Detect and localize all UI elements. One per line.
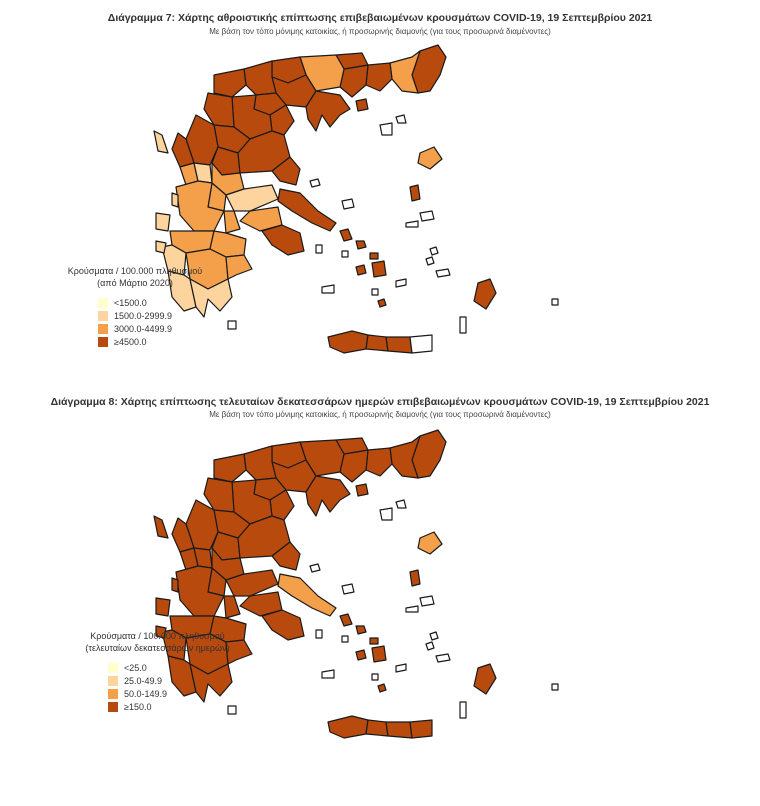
region-kerkyra — [154, 131, 168, 153]
region-lefkada — [172, 578, 178, 592]
map-legend — [70, 630, 245, 714]
legend-title-line2: (από Μάρτιο 2020) — [97, 278, 173, 288]
region-skopelos — [310, 179, 320, 187]
region-lefkada — [172, 193, 178, 207]
region-rodos — [474, 664, 496, 694]
region-leros — [430, 632, 438, 640]
legend-item — [98, 336, 210, 348]
region-amorgos — [396, 664, 406, 672]
greece-choropleth-map — [0, 410, 760, 770]
region-attica — [262, 225, 304, 255]
legend-title-line1: Κρούσματα / 100.000 πληθυσμού — [90, 631, 225, 641]
region-milos — [322, 670, 334, 678]
region-fokida — [224, 596, 240, 618]
legend-label: ≥150.0 — [124, 702, 152, 712]
region-chania — [328, 331, 368, 353]
region-evia — [278, 189, 336, 231]
legend-swatch — [98, 311, 108, 321]
region-lesvos — [418, 532, 442, 554]
map-panel-14-days — [0, 390, 760, 790]
region-thasos — [356, 484, 368, 496]
legend-swatch — [98, 324, 108, 334]
legend-swatch — [98, 298, 108, 308]
legend-title-line1: Κρούσματα / 100.000 πληθυσμού — [67, 266, 203, 276]
region-naxos — [372, 646, 386, 662]
legend-label: <25.0 — [124, 663, 147, 673]
region-santorini — [378, 299, 386, 307]
legend-label: 1500.0-2999.9 — [114, 311, 173, 321]
region-thasos — [356, 99, 368, 111]
region-syros — [342, 636, 348, 642]
legend-item — [108, 662, 245, 674]
region-skyros — [342, 199, 354, 209]
region-florina — [214, 69, 246, 97]
region-kefalonia — [156, 213, 170, 231]
region-kalymnos — [426, 642, 434, 650]
region-xanthi — [366, 448, 392, 476]
region-tinos — [356, 241, 366, 249]
region-attica — [262, 610, 304, 640]
region-ikaria — [406, 221, 418, 227]
region-irakleio — [386, 337, 412, 353]
region-kastellorizo — [552, 299, 558, 305]
legend-title-line2: (τελευταίων δεκατεσσάρων ημερών) — [85, 643, 230, 653]
region-rethymno — [366, 720, 388, 736]
region-mykonos — [370, 253, 378, 259]
region-evros — [412, 45, 446, 93]
region-chalkidiki — [306, 476, 350, 516]
region-paros — [356, 265, 366, 275]
region-lesvos — [418, 147, 442, 169]
region-limnos — [380, 123, 392, 135]
legend-item — [98, 310, 210, 322]
legend-item — [98, 323, 210, 335]
region-argolida — [226, 255, 252, 279]
region-kea — [316, 630, 322, 638]
legend-label: 25.0-49.9 — [124, 676, 163, 686]
region-chios — [410, 185, 420, 201]
region-chalkidiki — [306, 91, 350, 131]
region-amorgos — [396, 279, 406, 287]
region-xanthi — [366, 63, 392, 91]
legend-swatch — [108, 663, 118, 673]
region-naxos — [372, 261, 386, 277]
region-andros — [340, 614, 352, 626]
map-legend — [60, 265, 210, 349]
region-fokida — [224, 211, 240, 233]
region-kefalonia — [156, 598, 170, 616]
legend-label: <1500.0 — [114, 298, 147, 308]
region-santorini — [378, 684, 386, 692]
legend-item — [108, 701, 245, 713]
legend-items — [108, 662, 245, 713]
map-subtitle: Με βάση τον τόπο μόνιμης κατοικίας, ή προσωρινής διαμονής (για τους προσωρινά διαμένοντες) — [209, 410, 551, 419]
legend-swatch — [108, 676, 118, 686]
region-samos — [420, 596, 434, 606]
region-limnos — [380, 508, 392, 520]
region-karpathos — [460, 317, 466, 333]
region-kastellorizo — [552, 684, 558, 690]
region-syros — [342, 251, 348, 257]
region-evros — [412, 430, 446, 478]
region-rethymno — [366, 335, 388, 351]
region-skopelos — [310, 564, 320, 572]
legend-items — [98, 297, 210, 348]
region-paros — [356, 650, 366, 660]
region-rodos — [474, 279, 496, 309]
legend-swatch — [98, 337, 108, 347]
legend-item — [98, 297, 210, 309]
region-tinos — [356, 626, 366, 634]
region-evia — [278, 574, 336, 616]
region-kea — [316, 245, 322, 253]
region-kerkyra — [154, 516, 168, 538]
region-samothraki — [396, 500, 406, 508]
region-leros — [430, 247, 438, 255]
region-kythira — [228, 321, 236, 329]
legend-label: 3000.0-4499.9 — [114, 324, 173, 334]
region-andros — [340, 229, 352, 241]
region-chania — [328, 716, 368, 738]
legend-swatch — [108, 702, 118, 712]
map-subtitle: Με βάση τον τόπο μόνιμης κατοικίας, ή προσωρινής διαμονής (για τους προσωρινά διαμένοντες) — [209, 27, 551, 36]
region-pella — [244, 446, 276, 480]
legend-item — [108, 688, 245, 700]
map-panel-cumulative — [0, 0, 760, 380]
region-ikaria — [406, 606, 418, 612]
region-samos — [420, 211, 434, 221]
region-samothraki — [396, 115, 406, 123]
region-zakynthos — [156, 241, 166, 253]
map-title: Διάγραμμα 8: Χάρτης επίπτωσης τελευταίων δεκατεσσάρων ημερών επιβεβαιωμένων κρουσμάτων COVID-19, 19 Σεπτεμβρίου 2021 — [50, 396, 710, 408]
region-pella — [244, 61, 276, 95]
region-ios — [372, 674, 378, 680]
region-karpathos — [460, 702, 466, 718]
region-kalymnos — [426, 257, 434, 265]
region-florina — [214, 454, 246, 482]
region-skyros — [342, 584, 354, 594]
region-irakleio — [386, 722, 412, 738]
region-mykonos — [370, 638, 378, 644]
legend-label: ≥4500.0 — [114, 337, 147, 347]
region-kos — [436, 269, 450, 277]
legend-item — [108, 675, 245, 687]
region-lasithi — [410, 720, 432, 738]
region-milos — [322, 285, 334, 293]
map-title: Διάγραμμα 7: Χάρτης αθροιστικής επίπτωσης επιβεβαιωμένων κρουσμάτων COVID-19, 19 Σεπτεμβρίου 2021 — [107, 12, 653, 24]
region-lasithi — [410, 335, 432, 353]
region-ios — [372, 289, 378, 295]
legend-swatch — [108, 689, 118, 699]
region-chios — [410, 570, 420, 586]
legend-label: 50.0-149.9 — [124, 689, 168, 699]
region-kos — [436, 654, 450, 662]
